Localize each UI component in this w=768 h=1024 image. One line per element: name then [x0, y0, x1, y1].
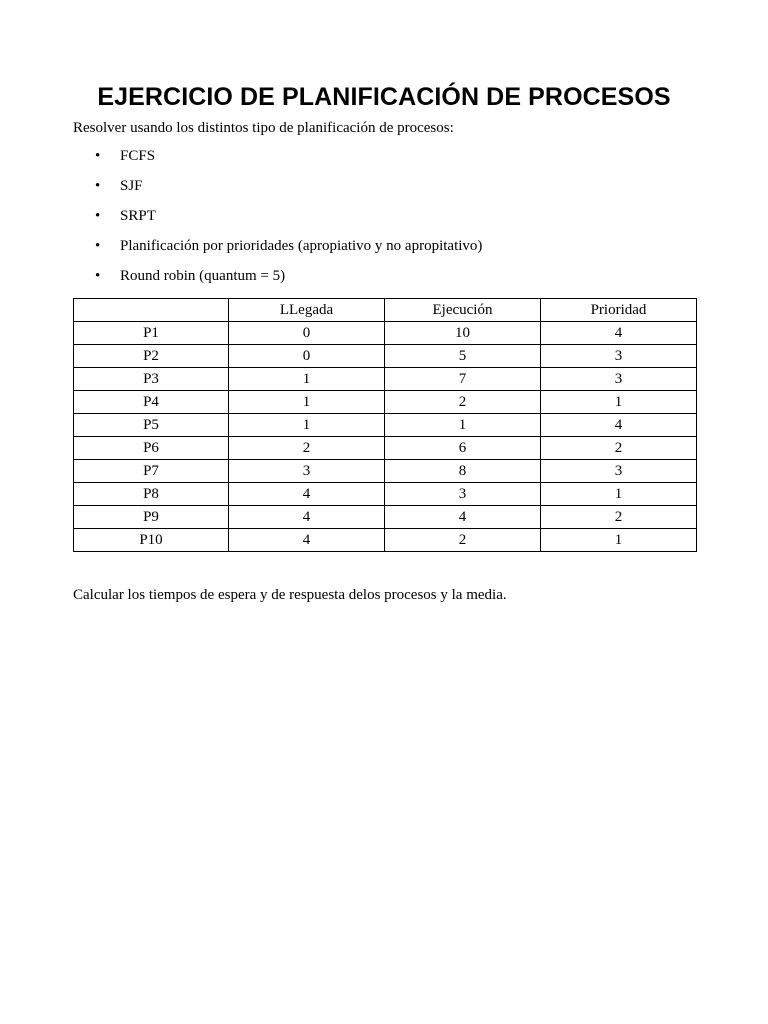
- list-item-label: SRPT: [120, 208, 156, 224]
- cell-arrival: 2: [229, 437, 385, 460]
- table-row: [74, 345, 697, 368]
- cell-priority: 2: [541, 506, 697, 529]
- table-row: [74, 414, 697, 437]
- cell-process: P8: [74, 483, 229, 506]
- bullet-icon: •: [95, 238, 101, 254]
- list-item-label: FCFS: [120, 148, 156, 164]
- list-item-label: Round robin (quantum = 5): [120, 268, 286, 284]
- cell-process: P4: [74, 391, 229, 414]
- cell-process: P7: [74, 460, 229, 483]
- bullet-icon: •: [95, 208, 101, 224]
- cell-priority: 4: [541, 414, 697, 437]
- process-table: [73, 298, 697, 552]
- cell-arrival: 1: [229, 414, 385, 437]
- cell-arrival: 4: [229, 506, 385, 529]
- table-row: [74, 437, 697, 460]
- cell-priority: 2: [541, 437, 697, 460]
- cell-execution: 2: [385, 391, 541, 414]
- cell-process: P1: [74, 322, 229, 345]
- list-item: [73, 177, 482, 207]
- cell-priority: 3: [541, 345, 697, 368]
- list-item: [73, 147, 482, 177]
- bullet-icon: •: [95, 268, 101, 284]
- cell-priority: 4: [541, 322, 697, 345]
- header-execution: Ejecución: [385, 299, 541, 322]
- table-header-row: [74, 299, 697, 322]
- intro-text: Resolver usando los distintos tipo de planificación de procesos:: [73, 120, 454, 136]
- cell-execution: 6: [385, 437, 541, 460]
- cell-execution: 2: [385, 529, 541, 552]
- header-priority: Prioridad: [541, 299, 697, 322]
- cell-priority: 1: [541, 483, 697, 506]
- cell-execution: 8: [385, 460, 541, 483]
- instructions-text: Calcular los tiempos de espera y de respuesta delos procesos y la media.: [73, 587, 507, 603]
- cell-priority: 1: [541, 391, 697, 414]
- page-title: EJERCICIO DE PLANIFICACIÓN DE PROCESOS: [97, 83, 671, 111]
- list-item: [73, 237, 482, 267]
- list-item: [73, 267, 482, 297]
- cell-process: P5: [74, 414, 229, 437]
- cell-priority: 3: [541, 460, 697, 483]
- cell-arrival: 1: [229, 368, 385, 391]
- cell-process: P3: [74, 368, 229, 391]
- cell-execution: 7: [385, 368, 541, 391]
- table-row: [74, 460, 697, 483]
- cell-process: P2: [74, 345, 229, 368]
- cell-process: P9: [74, 506, 229, 529]
- cell-execution: 3: [385, 483, 541, 506]
- cell-process: P10: [74, 529, 229, 552]
- bullet-icon: •: [95, 148, 101, 164]
- table-row: [74, 506, 697, 529]
- table-row: [74, 322, 697, 345]
- table-row: [74, 368, 697, 391]
- cell-arrival: 3: [229, 460, 385, 483]
- cell-execution: 10: [385, 322, 541, 345]
- cell-priority: 3: [541, 368, 697, 391]
- table-row: [74, 483, 697, 506]
- cell-arrival: 4: [229, 483, 385, 506]
- header-arrival: LLegada: [229, 299, 385, 322]
- header-process: [74, 299, 229, 322]
- cell-execution: 5: [385, 345, 541, 368]
- cell-arrival: 0: [229, 345, 385, 368]
- list-item: [73, 207, 482, 237]
- cell-execution: 1: [385, 414, 541, 437]
- table-row: [74, 529, 697, 552]
- table-row: [74, 391, 697, 414]
- cell-priority: 1: [541, 529, 697, 552]
- cell-arrival: 0: [229, 322, 385, 345]
- cell-arrival: 4: [229, 529, 385, 552]
- cell-execution: 4: [385, 506, 541, 529]
- cell-process: P6: [74, 437, 229, 460]
- list-item-label: SJF: [120, 178, 143, 194]
- scheduling-methods-list: [73, 147, 482, 297]
- bullet-icon: •: [95, 178, 101, 194]
- cell-arrival: 1: [229, 391, 385, 414]
- list-item-label: Planificación por prioridades (apropiativo y no apropitativo): [120, 238, 483, 254]
